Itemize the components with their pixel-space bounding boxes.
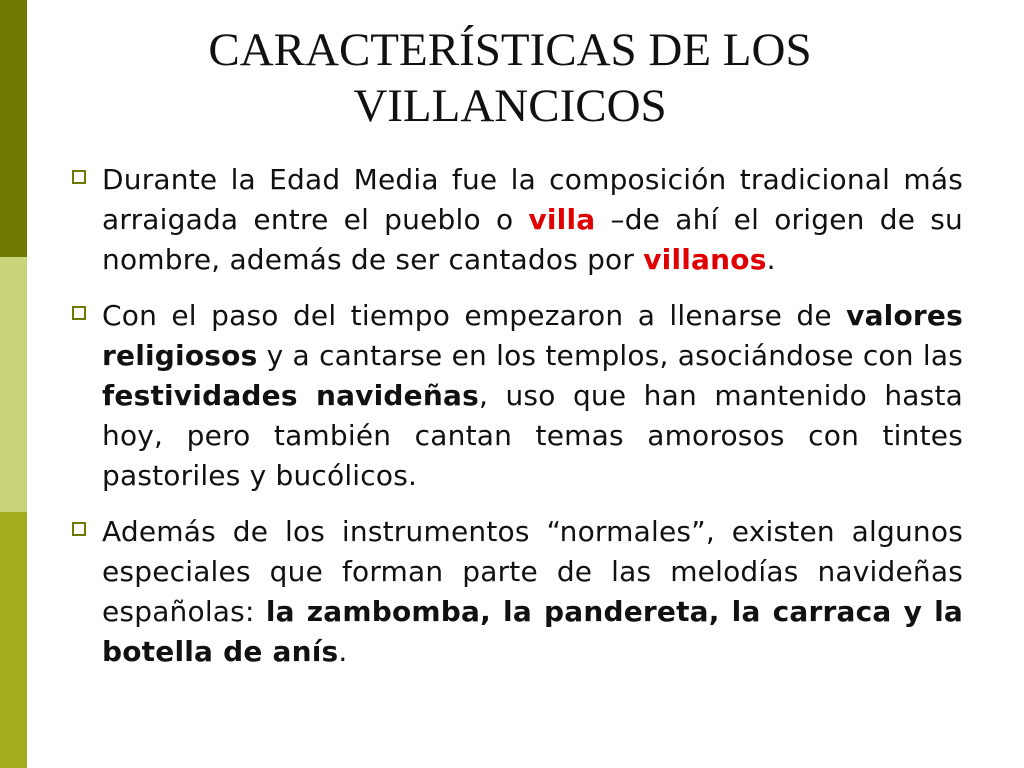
bullet-item-3 (60, 512, 963, 672)
bullet-2-text-a: Con el paso del tiempo empezaron a llenarse de (102, 299, 847, 332)
highlight-villa: villa (528, 203, 596, 236)
bullet-1-text-a: Durante la Edad Media fue la composición tradicional más arraigada entre el pueblo o (102, 163, 963, 236)
bullet-text-3 (102, 512, 963, 672)
bullet-3-text-b: . (338, 635, 348, 668)
bullet-text-2 (102, 296, 963, 496)
square-bullet-icon (72, 170, 86, 184)
accent-segment-top (0, 0, 27, 257)
side-accent-bar (0, 0, 27, 768)
highlight-villanos: villanos (643, 243, 767, 276)
bullet-item-2 (60, 296, 963, 496)
square-bullet-icon (72, 522, 86, 536)
bullet-list (60, 160, 963, 688)
bullet-item-1 (60, 160, 963, 280)
bullet-text-1 (102, 160, 963, 280)
bullet-1-text-b: –de ahí el origen de su nombre, además de ser cantados por (102, 203, 963, 276)
square-bullet-icon (72, 306, 86, 320)
bullet-3-text-a: Además de los instrumentos “normales”, existen algunos especiales que forman parte de las melodías navideñas españolas: (102, 515, 963, 628)
bold-festividades-navidenas: festividades navideñas (102, 379, 479, 412)
bullet-2-text-c: , uso que han mantenido hasta hoy, pero también cantan temas amorosos con tintes pastoriles y bucólicos. (102, 379, 963, 492)
accent-segment-bottom (0, 512, 27, 768)
accent-segment-middle (0, 257, 27, 512)
bold-valores-religiosos: valores religiosos (102, 299, 963, 372)
slide-title: CARACTERÍSTICAS DE LOS VILLANCICOS (208, 24, 812, 132)
bold-instruments-list: la zambomba, la pandereta, la carraca y la botella de anís (102, 595, 964, 668)
bullet-2-text-b: y a cantarse en los templos, asociándose con las (257, 339, 963, 372)
bullet-1-text-c: . (766, 243, 776, 276)
